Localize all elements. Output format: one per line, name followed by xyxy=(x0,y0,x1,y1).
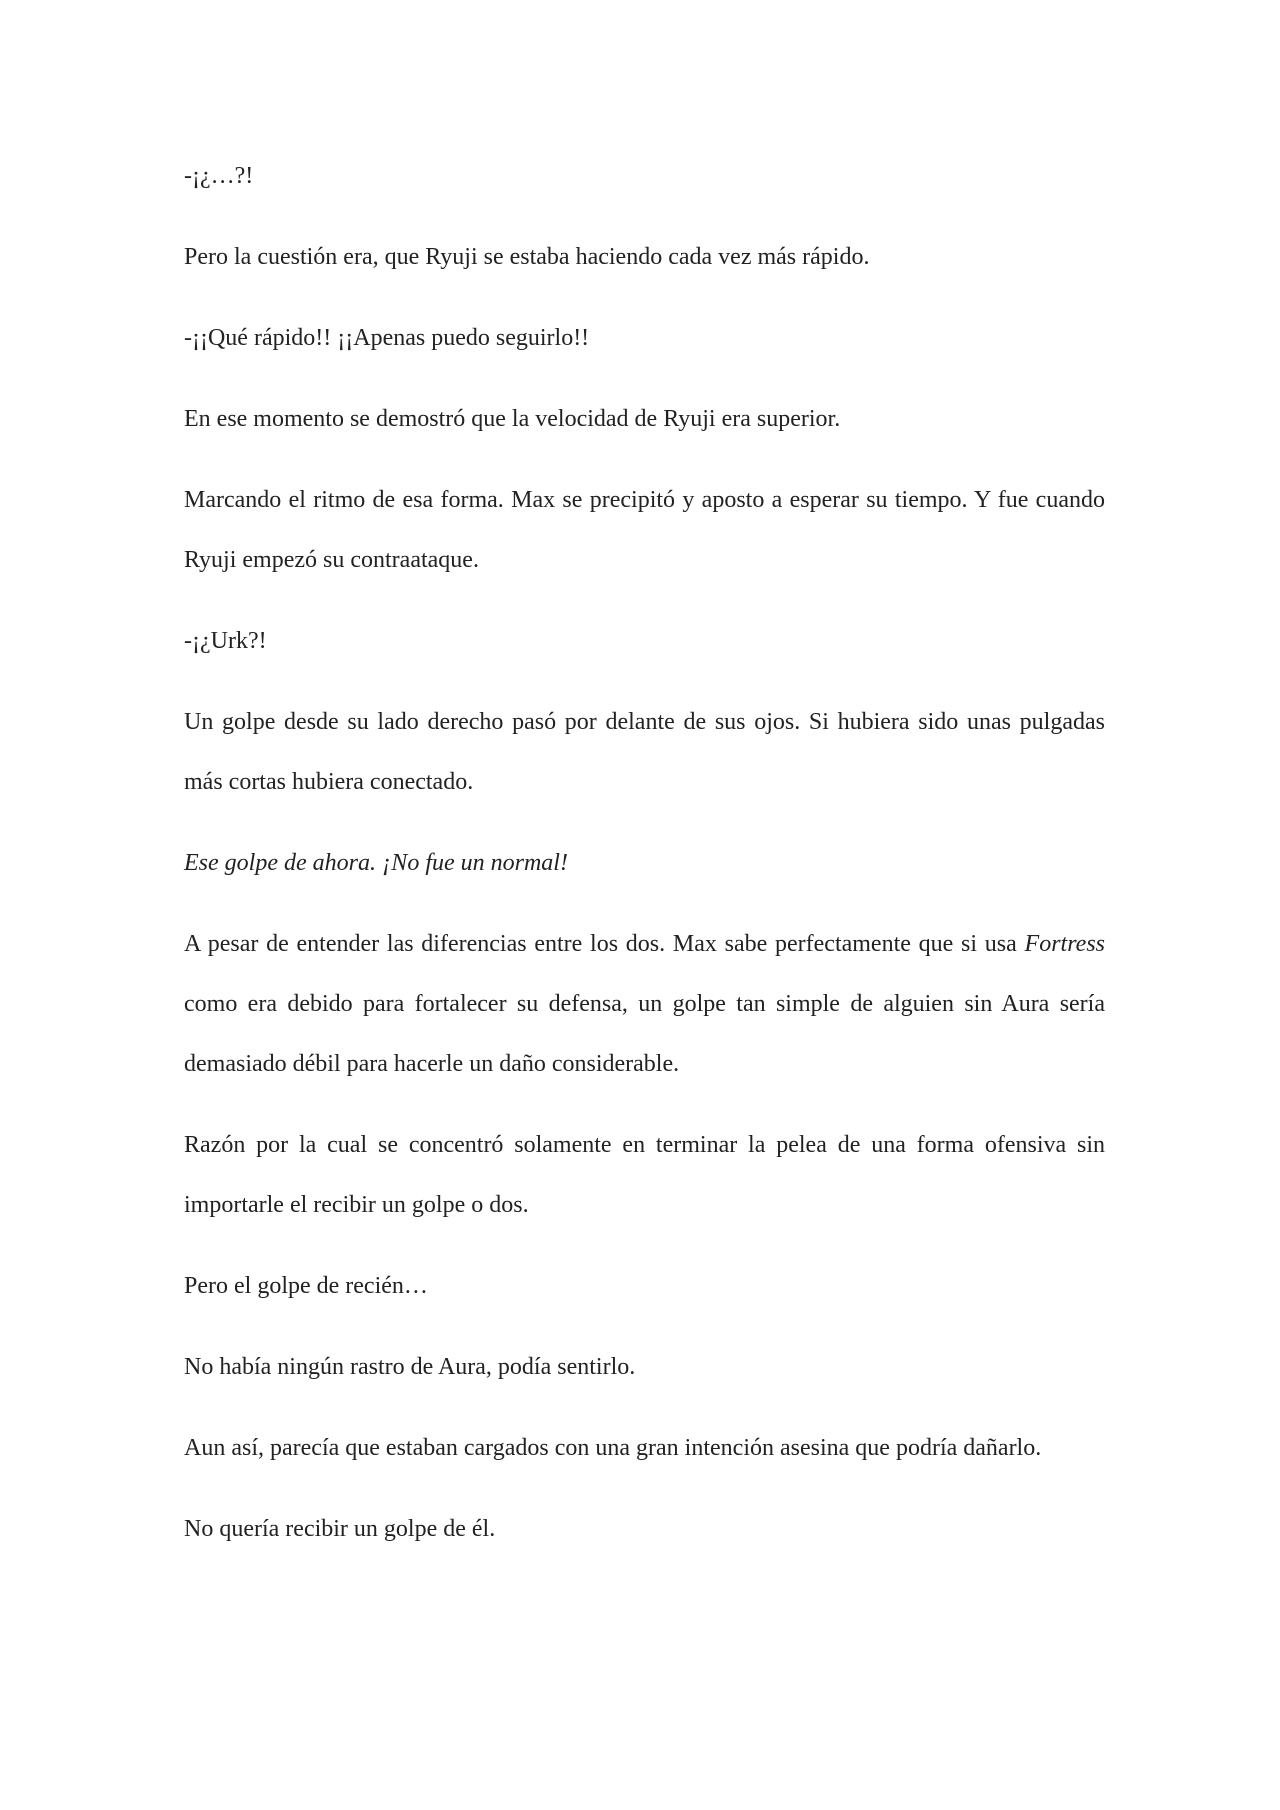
document-body xyxy=(184,146,1105,1580)
paragraph-9-italic-term: Fortress xyxy=(1024,931,1105,957)
paragraph-13: Aun así, parecía que estaban cargados con una gran intención asesina que podría dañarlo. xyxy=(184,1435,1042,1461)
paragraph-10: Razón por la cual se concentró solamente en terminar la pelea de una forma ofensiva sin importarle el recibir un golpe o dos. xyxy=(184,1132,1105,1218)
paragraph-3: -¡¡Qué rápido!! ¡¡Apenas puedo seguirlo!! xyxy=(184,325,590,351)
paragraph-7: Un golpe desde su lado derecho pasó por delante de sus ojos. Si hubiera sido unas pulgadas más cortas hubiera conectado. xyxy=(184,709,1105,795)
paragraph-14: No quería recibir un golpe de él. xyxy=(184,1516,496,1542)
paragraph-4: En ese momento se demostró que la velocidad de Ryuji era superior. xyxy=(184,406,841,432)
paragraph-9-text-before: A pesar de entender las diferencias entre los dos. Max sabe perfectamente que si usa xyxy=(184,931,1025,957)
paragraph-11: Pero el golpe de recién… xyxy=(184,1273,428,1299)
paragraph-9-text-after: como era debido para fortalecer su defensa, un golpe tan simple de alguien sin Aura sería demasiado débil para hacerle un daño considerable. xyxy=(184,991,1105,1077)
paragraph-8-italic-thought: Ese golpe de ahora. ¡No fue un normal! xyxy=(184,850,568,876)
paragraph-1: -¡¿…?! xyxy=(184,163,254,189)
paragraph-9 xyxy=(184,914,1105,1094)
paragraph-6: -¡¿Urk?! xyxy=(184,628,267,654)
paragraph-2: Pero la cuestión era, que Ryuji se estaba haciendo cada vez más rápido. xyxy=(184,244,870,270)
paragraph-12: No había ningún rastro de Aura, podía sentirlo. xyxy=(184,1354,636,1380)
paragraph-5: Marcando el ritmo de esa forma. Max se precipitó y aposto a esperar su tiempo. Y fue cuando Ryuji empezó su contraataque. xyxy=(184,487,1105,573)
